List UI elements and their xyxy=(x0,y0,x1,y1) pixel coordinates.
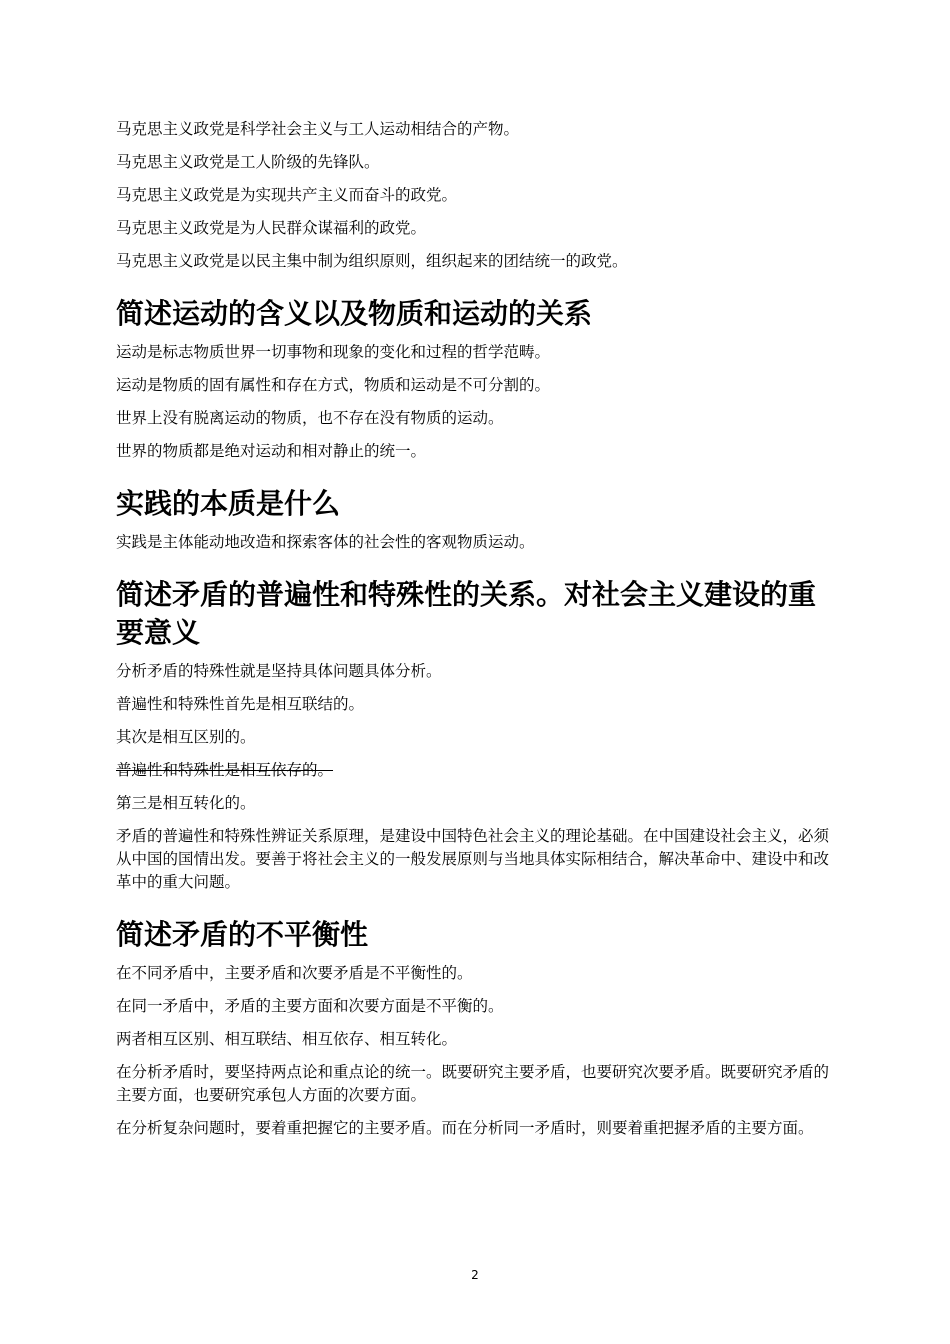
section-paragraph: 矛盾的普遍性和特殊性辨证关系原理，是建设中国特色社会主义的理论基础。在中国建设社会主义，必须从中国的国情出发。要善于将社会主义的一般发展原则与当地具体实际相结合，解决革命中、建设中和改革中的重大问题。 xyxy=(116,827,830,891)
section-imbalance xyxy=(116,916,838,1140)
section-paragraph: 运动是物质的固有属性和存在方式，物质和运动是不可分割的。 xyxy=(116,376,551,394)
section-paragraph: 实践是主体能动地改造和探索客体的社会性的客观物质运动。 xyxy=(116,533,535,551)
section-heading: 简述矛盾的不平衡性 xyxy=(116,918,369,951)
section-paragraph: 世界上没有脱离运动的物质，也不存在没有物质的运动。 xyxy=(116,409,504,427)
section-motion xyxy=(116,295,838,463)
struck-paragraph: 普遍性和特殊性是相互依存的。 xyxy=(116,761,334,779)
intro-paragraph: 马克思主义政党是以民主集中制为组织原则，组织起来的团结统一的政党。 xyxy=(116,252,628,270)
section-paragraph: 在分析复杂问题时，要着重把握它的主要矛盾。而在分析同一矛盾时，则要着重把握矛盾的主要方面。 xyxy=(116,1119,814,1137)
section-paragraph: 两者相互区别、相互联结、相互依存、相互转化。 xyxy=(116,1030,458,1048)
section-paragraph: 普遍性和特殊性首先是相互联结的。 xyxy=(116,695,365,713)
intro-paragraph: 马克思主义政党是科学社会主义与工人运动相结合的产物。 xyxy=(116,120,520,138)
document-page xyxy=(116,118,838,1150)
section-paragraph: 在不同矛盾中，主要矛盾和次要矛盾是不平衡性的。 xyxy=(116,964,473,982)
intro-paragraph: 马克思主义政党是为人民群众谋福利的政党。 xyxy=(116,219,427,237)
section-paragraph: 在分析矛盾时，要坚持两点论和重点论的统一。既要研究主要矛盾，也要研究次要矛盾。既要研究矛盾的主要方面，也要研究承包人方面的次要方面。 xyxy=(116,1063,830,1104)
section-heading: 简述矛盾的普遍性和特殊性的关系。对社会主义建设的重要意义 xyxy=(116,578,817,649)
intro-block xyxy=(116,118,838,273)
section-paragraph: 其次是相互区别的。 xyxy=(116,728,256,746)
section-paragraph: 在同一矛盾中，矛盾的主要方面和次要方面是不平衡的。 xyxy=(116,997,504,1015)
section-paragraph: 运动是标志物质世界一切事物和现象的变化和过程的哲学范畴。 xyxy=(116,343,551,361)
section-heading: 简述运动的含义以及物质和运动的关系 xyxy=(116,297,593,330)
section-paragraph: 分析矛盾的特殊性就是坚持具体问题具体分析。 xyxy=(116,662,442,680)
section-practice xyxy=(116,485,838,554)
intro-paragraph: 马克思主义政党是工人阶级的先锋队。 xyxy=(116,153,380,171)
page-number: 2 xyxy=(471,1268,479,1282)
section-heading: 实践的本质是什么 xyxy=(116,487,341,520)
section-contradiction-universality xyxy=(116,576,838,894)
section-paragraph: 第三是相互转化的。 xyxy=(116,794,256,812)
intro-paragraph: 马克思主义政党是为实现共产主义而奋斗的政党。 xyxy=(116,186,458,204)
section-paragraph: 世界的物质都是绝对运动和相对静止的统一。 xyxy=(116,442,427,460)
